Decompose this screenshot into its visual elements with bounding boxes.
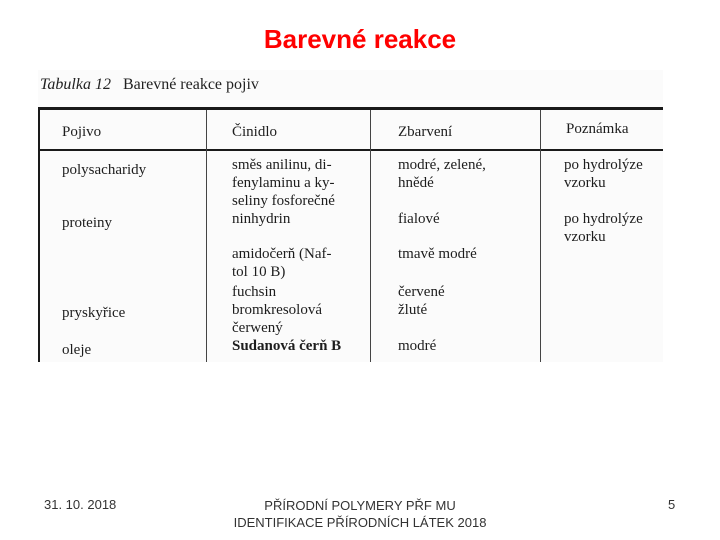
column-divider: [540, 110, 541, 362]
reagent-line: bromkresolová: [232, 302, 322, 318]
reagent-line: fuchsin: [232, 284, 277, 300]
table-caption: [40, 76, 259, 94]
reagent-line: fenylaminu a ky-: [232, 175, 335, 191]
binder-cell: polysacharidy: [62, 162, 147, 178]
footer-text: PŘÍRODNÍ POLYMERY PŘF MU IDENTIFIKACE PŘÍRODNÍCH LÁTEK 2018: [233, 498, 487, 530]
color-line: modré, zelené,: [398, 157, 486, 173]
reagent-line: ninhydrin: [232, 211, 291, 227]
scanned-table-image: [38, 70, 663, 362]
slide-title: Barevné reakce: [263, 24, 457, 54]
page-number: 5: [668, 497, 676, 512]
column-divider: [206, 110, 207, 362]
color-line: žluté: [398, 302, 428, 318]
note-line: vzorku: [564, 175, 606, 191]
table-top-rule: [38, 107, 663, 110]
table-left-border: [38, 107, 40, 362]
footer-date: 31. 10. 2018: [44, 497, 117, 512]
color-line: modré: [398, 338, 437, 354]
table-number: Tabulka 12: [40, 76, 111, 93]
color-line: tmavě modré: [398, 246, 477, 262]
color-line: hnědé: [398, 175, 434, 191]
binder-cell: oleje: [62, 342, 92, 358]
header-zbarveni: Zbarvení: [398, 124, 453, 140]
note-line: po hydrolýze: [564, 211, 643, 227]
color-line: červené: [398, 284, 445, 300]
header-poznamka: Poznámka: [566, 121, 629, 137]
reagent-line: amidočerň (Naf-: [232, 246, 332, 262]
reagent-line: Sudanová čerň B: [232, 338, 342, 354]
binder-cell: pryskyřice: [62, 305, 126, 321]
note-line: po hydrolýze: [564, 157, 643, 173]
table-header-rule: [38, 149, 663, 151]
color-line: fialové: [398, 211, 440, 227]
header-pojivo: Pojivo: [62, 124, 102, 140]
column-divider: [370, 110, 371, 362]
table-caption-text: Barevné reakce pojiv: [122, 76, 259, 93]
reagent-line: seliny fosforečné: [232, 193, 335, 209]
header-cinidlo: Činidlo: [232, 124, 278, 140]
reagent-line: tol 10 B): [232, 264, 286, 280]
binder-cell: proteiny: [62, 215, 112, 231]
note-line: vzorku: [564, 229, 606, 245]
reagent-line: čerwený: [232, 320, 283, 336]
reagent-line: směs anilinu, di-: [232, 157, 332, 173]
